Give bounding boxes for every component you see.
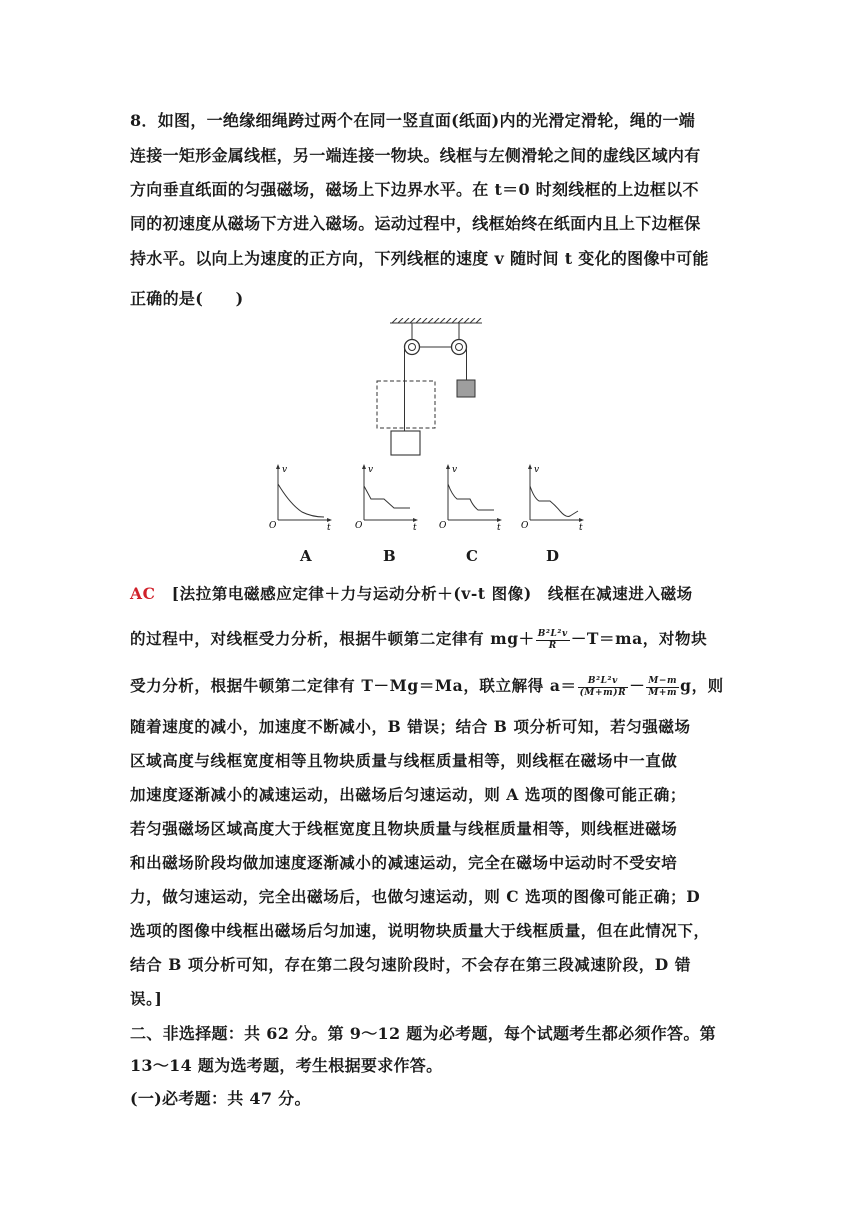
section-line: 二、非选择题：共 62 分。第 9～12 题为必考题，每个试题考生都必须作答。第: [130, 1024, 716, 1043]
option-d-label: D: [546, 547, 560, 565]
fraction: $\frac{M-m}{M+m}$: [648, 675, 678, 698]
origin-label: O: [521, 521, 529, 531]
solution-line: 和出磁场阶段均做加速度逐渐减小的减速运动，完全在磁场中运动时不受安培: [130, 853, 678, 872]
origin-label: O: [439, 521, 447, 531]
answer-label: AC: [130, 584, 156, 603]
axis-t-label: t: [497, 523, 501, 532]
origin-label: O: [355, 521, 363, 531]
solution-line: 误。]: [130, 989, 163, 1008]
question-line: 8．如图，一绝缘细绳跨过两个在同一竖直面(纸面)内的光滑定滑轮，绳的一端: [130, 111, 696, 130]
question-line: 连接一矩形金属线框，另一端连接一物块。线框与左侧滑轮之间的虚线区域内有: [130, 146, 701, 165]
graph-d: [520, 462, 590, 532]
curve-a: [278, 484, 324, 517]
solution-line: 若匀强磁场区域高度大于线框宽度且物块质量与线框质量相等，则线框进磁场: [130, 819, 678, 838]
solution-line: 区域高度与线框宽度相等且物块质量与线框质量相等，则线框在磁场中一直做: [130, 751, 678, 770]
metal-frame: [391, 431, 420, 455]
question-line: 同的初速度从磁场下方进入磁场。运动过程中，线框始终在纸面内且上下边框保: [130, 214, 701, 233]
ceiling: [390, 318, 482, 340]
axis-t-label: t: [579, 523, 583, 532]
axis-v-label: v: [368, 465, 374, 475]
option-a-label: A: [300, 547, 312, 565]
question-line: 方向垂直纸面的匀强磁场，磁场上下边界水平。在 t＝0 时刻线框的上边框以不: [130, 180, 699, 199]
axis-v-label: v: [282, 465, 288, 475]
axis-t-label: t: [327, 523, 331, 532]
minus-sign: －: [629, 676, 646, 695]
section-line: 13～14 题为选考题，考生根据要求作答。: [130, 1056, 443, 1075]
curve-d: [530, 486, 578, 516]
axis-v-label: v: [452, 465, 458, 475]
curve-b: [364, 486, 410, 508]
solution-line-text: 的过程中，对线框受力分析，根据牛顿第二定律有 mg＋: [130, 629, 535, 648]
solution-line: 力，做匀速运动，完全出磁场后，也做匀速运动，则 C 选项的图像可能正确；D: [130, 887, 701, 906]
question-line: 正确的是( ): [130, 289, 244, 308]
fraction: $\frac{\text{B²L²v}}{(M+m)R}$: [579, 675, 627, 698]
origin-label: O: [269, 521, 277, 531]
solution-line: 选项的图像中线框出磁场后匀加速，说明物块质量大于线框质量，但在此情况下，: [130, 921, 710, 940]
section-line: (一)必考题：共 47 分。: [130, 1089, 311, 1108]
graph-a: [268, 462, 338, 532]
option-c-label: C: [466, 547, 478, 565]
solution-line: 加速度逐渐减小的减速运动，出磁场后匀速运动，则 A 选项的图像可能正确；: [130, 785, 686, 804]
solution-line: 随着速度的减小，加速度不断减小，B 错误；结合 B 项分析可知，若匀强磁场: [130, 717, 691, 736]
solution-line-text: 受力分析，根据牛顿第二定律有 T－Mg＝Ma，联立解得 a＝: [130, 676, 577, 695]
pulley-figure: [370, 318, 490, 460]
fraction: $\frac{\text{B²L²v}}{R}$: [537, 628, 568, 651]
solution-line-text: g，则: [680, 676, 724, 695]
option-b-label: B: [383, 547, 396, 565]
solution-line: [130, 582, 693, 604]
solution-line: [130, 674, 724, 699]
graph-c: [438, 462, 508, 532]
axis-v-label: v: [534, 465, 540, 475]
question-line: 持水平。以向上为速度的正方向，下列线框的速度 v 随时间 t 变化的图像中可能: [130, 249, 709, 268]
curve-c: [448, 484, 494, 510]
graph-b: [354, 462, 424, 532]
axis-t-label: t: [413, 523, 417, 532]
solution-line: [130, 627, 707, 652]
magnetic-field-region: [377, 381, 435, 428]
solution-line-text: [法拉第电磁感应定律＋力与运动分析＋(v-t 图像) 线框在减速进入磁场: [171, 584, 693, 603]
solution-line: 结合 B 项分析可知，存在第二段匀速阶段时，不会存在第三段减速阶段，D 错: [130, 955, 691, 974]
block: [457, 380, 475, 397]
solution-line-text: －T＝ma，对物块: [570, 629, 708, 648]
